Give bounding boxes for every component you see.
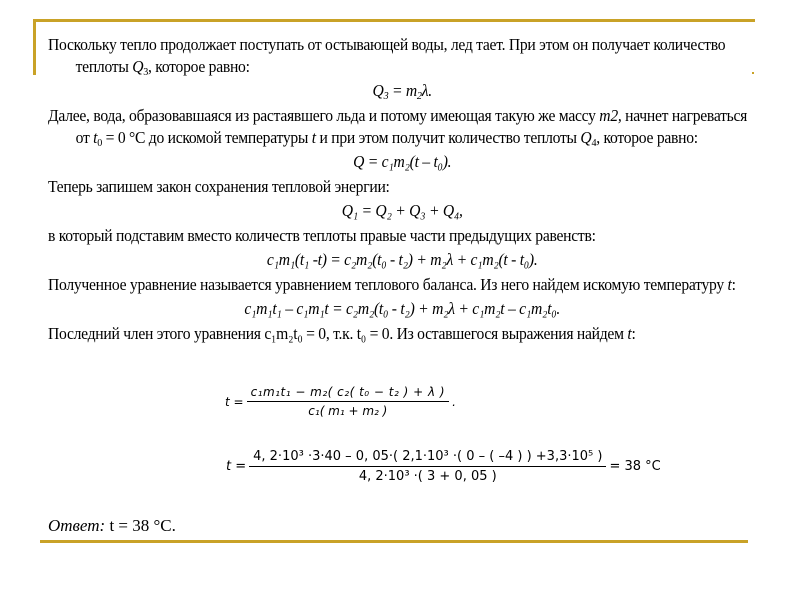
answer-label: Ответ:	[48, 516, 106, 535]
text: = 0 °С до искомой температуры	[102, 128, 312, 147]
paragraph-heat-balance	[48, 274, 756, 296]
fraction	[247, 385, 450, 418]
equation-q3	[48, 80, 756, 102]
text: :	[631, 324, 636, 343]
answer-line	[48, 516, 176, 536]
denominator: 4, 2·10³ ·( 3 + 0, 05 )	[358, 469, 497, 484]
var-q4: Q	[580, 128, 592, 147]
var-t0: t	[93, 128, 98, 147]
slide-content	[48, 34, 756, 345]
text: Последний член этого уравнения c₁m₂t₀ = 0, т.к. t₀ = 0. Из оставшегося выражения найдем	[48, 324, 628, 343]
var-t: t	[727, 275, 732, 294]
formula-lhs: t =	[226, 459, 247, 474]
denominator: c₁( m₁ + m₂ )	[308, 404, 388, 418]
frame-bottom-border	[40, 540, 748, 543]
var-t: t	[627, 324, 632, 343]
numerator: c₁m₁t₁ − m₂( c₂( t₀ − t₂ ) + λ )	[247, 385, 450, 402]
sub: 3	[383, 90, 389, 102]
var-t: t	[311, 128, 316, 147]
text: , которое равно:	[596, 128, 698, 147]
answer-value: t = 38 °С.	[105, 516, 176, 535]
frame-left-border	[33, 19, 36, 75]
paragraph-ice-melting	[48, 34, 756, 78]
equation-substituted: c₁m₁(t₁ -t) = c₂m₂(t₀ - t₂) + m₂λ + c₁m₂(t - t₀).	[266, 250, 538, 269]
text: начнет нагреваться от	[75, 106, 748, 147]
formula-result: = 38 °C	[609, 459, 661, 474]
sub: 4	[591, 137, 597, 149]
paragraph-substitute: в который подставим вместо количеств теплоты правые части предыдущих равенств:	[48, 226, 596, 245]
formula-tail: .	[452, 394, 456, 409]
paragraph-water-heating	[48, 105, 756, 149]
text: Поскольку тепло продолжает поступать от остывающей воды, лед тает. При этом он получает количество теплоты	[48, 35, 726, 76]
sub: 3	[143, 66, 149, 78]
formula-t-numeric	[226, 449, 661, 484]
eq-part: = m	[388, 81, 417, 100]
paragraph-last-term	[48, 323, 756, 345]
paragraph-energy-law: Теперь запишем закон сохранения тепловой энергии:	[48, 177, 390, 196]
text: Полученное уравнение называется уравнением теплового баланса. Из него найдем искомую температуру	[48, 275, 728, 294]
eq-part: Q	[372, 81, 384, 100]
text: Далее, вода, образовавшаяся из растаявшего льда и потому имеющая такую же массу	[48, 106, 600, 125]
var-q: Q	[132, 57, 144, 76]
sub: 2	[416, 90, 422, 102]
text: и при этом получит количество теплоты	[315, 128, 581, 147]
formula-t-general	[225, 385, 456, 418]
fraction	[249, 449, 606, 484]
frame-top-border	[33, 19, 755, 22]
equation-energy-balance: Q₁ = Q₂ + Q₃ + Q₄,	[341, 201, 463, 220]
equation-expanded: c₁m₁t₁ – c₁m₁t = c₂m₂(t₀ - t₂) + m₂λ + c₁m₂t – c₁m₂t₀.	[244, 299, 561, 318]
var-m2: m2,	[599, 106, 622, 125]
formula-lhs: t =	[225, 394, 244, 409]
eq-part: λ.	[421, 81, 432, 100]
sub: 0	[97, 137, 103, 149]
text: , которое равно:	[148, 57, 250, 76]
numerator: 4, 2·10³ ·3·40 – 0, 05·( 2,1·10³ ·( 0 – ( –4 ) ) +3,3·10⁵ )	[249, 449, 606, 467]
equation-q4: Q = c₁m₂(t – t₀).	[353, 152, 452, 171]
text: :	[731, 275, 736, 294]
